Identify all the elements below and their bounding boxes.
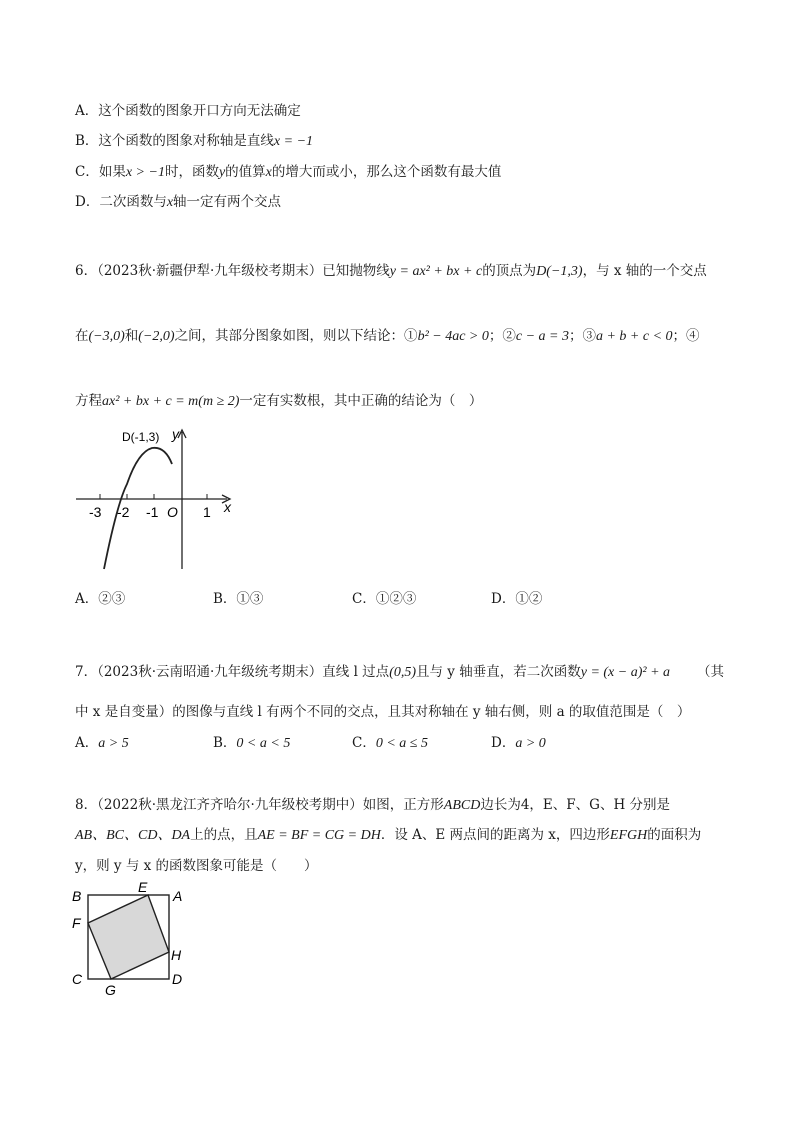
q6-conclusion1: b² − 4ac > 0	[417, 329, 489, 344]
q6-parabola-figure	[72, 424, 242, 572]
q6-line3-pre: 方程	[75, 393, 102, 409]
q7-option-c	[352, 731, 428, 752]
q5-option-c-mid1: 时，函数	[164, 164, 219, 180]
q6-line1	[75, 259, 707, 280]
q5-option-c-pre: C．如果	[75, 164, 126, 180]
q6-line1-mid: 的顶点为	[482, 263, 537, 279]
q7-line2: 中 x 是自变量）的图像与直线 l 有两个不同的交点，且其对称轴在 y 轴右侧，则 a 的取值范围是（ ）	[75, 704, 691, 720]
q7-option-c-math: 0 < a ≤ 5	[375, 736, 428, 751]
q6-sep2: ；②	[488, 328, 516, 344]
q6-point1: (−3,0)	[88, 329, 125, 344]
q8-line2-end: 的面积为	[647, 827, 702, 843]
q6-line2	[75, 324, 700, 345]
label-a: A	[173, 888, 183, 904]
label-d: D	[172, 971, 183, 987]
q6-line1-pre: 6．（2023秋·新疆伊犁·九年级校考期末）已知抛物线	[75, 263, 390, 279]
q7-point: (0,5)	[389, 665, 417, 680]
q8-line2-mid: 上的点，且	[190, 827, 258, 843]
q6-option-d: D．①②	[491, 591, 543, 607]
q5-option-b-text: B．这个函数的图象对称轴是直线	[75, 133, 274, 149]
q6-equation: y = ax² + bx + c	[389, 264, 483, 279]
q6-line2-pre: 在	[75, 328, 89, 344]
tick-label: -2	[117, 504, 130, 520]
q5-option-c-mid2: 的值算	[225, 164, 266, 180]
q8-line2-post: ．设 A、E 两点间的距离为 x，四边形	[380, 827, 610, 843]
vertex-label: D(-1,3)	[122, 430, 160, 444]
quad-efgh	[88, 895, 169, 979]
y-axis-label: y	[172, 426, 179, 442]
q5-option-b	[75, 129, 313, 150]
q7-option-d-label: D．	[491, 735, 516, 751]
q8-line2	[75, 823, 701, 844]
q7-option-d	[491, 731, 546, 752]
tick-label: -1	[146, 504, 159, 520]
q6-conclusion4: ax² + bx + c = m(m ≥ 2)	[102, 394, 240, 409]
q8-line1	[75, 793, 670, 814]
q8-sides: AB、BC、CD、DA	[75, 828, 191, 843]
label-c: C	[72, 971, 83, 987]
q7-option-b	[213, 731, 290, 752]
q7-option-d-math: a > 0	[515, 736, 546, 751]
q6-line2-mid: 之间，其部分图象如图，则以下结论：①	[174, 328, 418, 344]
q7-option-a-math: a > 5	[98, 736, 129, 751]
q7-option-a-label: A．	[75, 735, 99, 751]
tick-label: O	[167, 504, 178, 520]
q8-line1-post: 边长为4，E、F、G、H 分别是	[480, 797, 671, 813]
q8-equalities: AE = BF = CG = DH	[257, 828, 381, 843]
label-g: G	[105, 982, 116, 998]
q6-conclusion3: a + b + c < 0	[595, 329, 673, 344]
q6-option-c: C．①②③	[352, 591, 417, 607]
q5-option-c-y: y	[218, 165, 226, 180]
q5-option-d-post: 轴一定有两个交点	[173, 194, 282, 210]
q7-equation: y = (x − a)² + a	[580, 665, 671, 680]
q7-line1-mid: 且与 y 轴垂直，若二次函数	[416, 664, 581, 680]
q7-option-a	[75, 731, 129, 752]
label-e: E	[138, 880, 148, 895]
q7-line1-post: （其	[697, 664, 724, 680]
parabola-curve	[104, 448, 172, 569]
q5-option-c-x: x	[265, 165, 272, 180]
q6-option-a: A．②③	[75, 591, 126, 607]
q6-sep3: ；③	[568, 328, 596, 344]
label-h: H	[171, 947, 182, 963]
q6-line3-post: 一定有实数根，其中正确的结论为（ ）	[239, 393, 483, 409]
q8-line3: y，则 y 与 x 的函数图象可能是（ ）	[75, 858, 318, 874]
q6-line2-and: 和	[124, 328, 139, 344]
q6-vertex: D(−1,3)	[536, 264, 583, 279]
q5-option-b-math: x = −1	[273, 134, 314, 149]
q6-option-b: B．①③	[213, 591, 264, 607]
q5-option-d-pre: D．二次函数与	[75, 194, 167, 210]
label-f: F	[72, 915, 81, 931]
x-axis-label: x	[224, 499, 231, 515]
tick-label: -3	[89, 504, 102, 520]
q7-option-b-math: 0 < a < 5	[236, 736, 291, 751]
q7-option-b-label: B．	[213, 735, 237, 751]
q8-square-figure	[68, 880, 192, 998]
q5-option-c-post: 的增大而或小，那么这个函数有最大值	[271, 164, 502, 180]
q6-line1-post: ，与 x 轴的一个交点	[582, 263, 707, 279]
q5-option-d	[75, 190, 281, 211]
q7-line1-pre: 7．（2023秋·云南昭通·九年级统考期末）直线 l 过点	[75, 664, 390, 680]
q6-conclusion2: c − a = 3	[515, 329, 569, 344]
q8-line1-pre: 8．（2022秋·黑龙江齐齐哈尔·九年级校考期中）如图，正方形	[75, 797, 444, 813]
label-b: B	[72, 888, 82, 904]
q5-option-c	[75, 160, 501, 181]
q6-sep4: ；④	[672, 328, 700, 344]
q5-option-d-x: x	[166, 195, 174, 210]
q5-option-a: A．这个函数的图象开口方向无法确定	[75, 103, 301, 119]
q5-option-c-math: x > −1	[125, 165, 165, 180]
q8-quad-name: EFGH	[609, 828, 648, 843]
q6-point2: (−2,0)	[138, 329, 175, 344]
tick-label: 1	[203, 504, 211, 520]
q7-line1	[75, 660, 670, 681]
q8-square-name: ABCD	[443, 798, 481, 813]
q7-option-c-label: C．	[352, 735, 376, 751]
q6-line3	[75, 389, 482, 410]
